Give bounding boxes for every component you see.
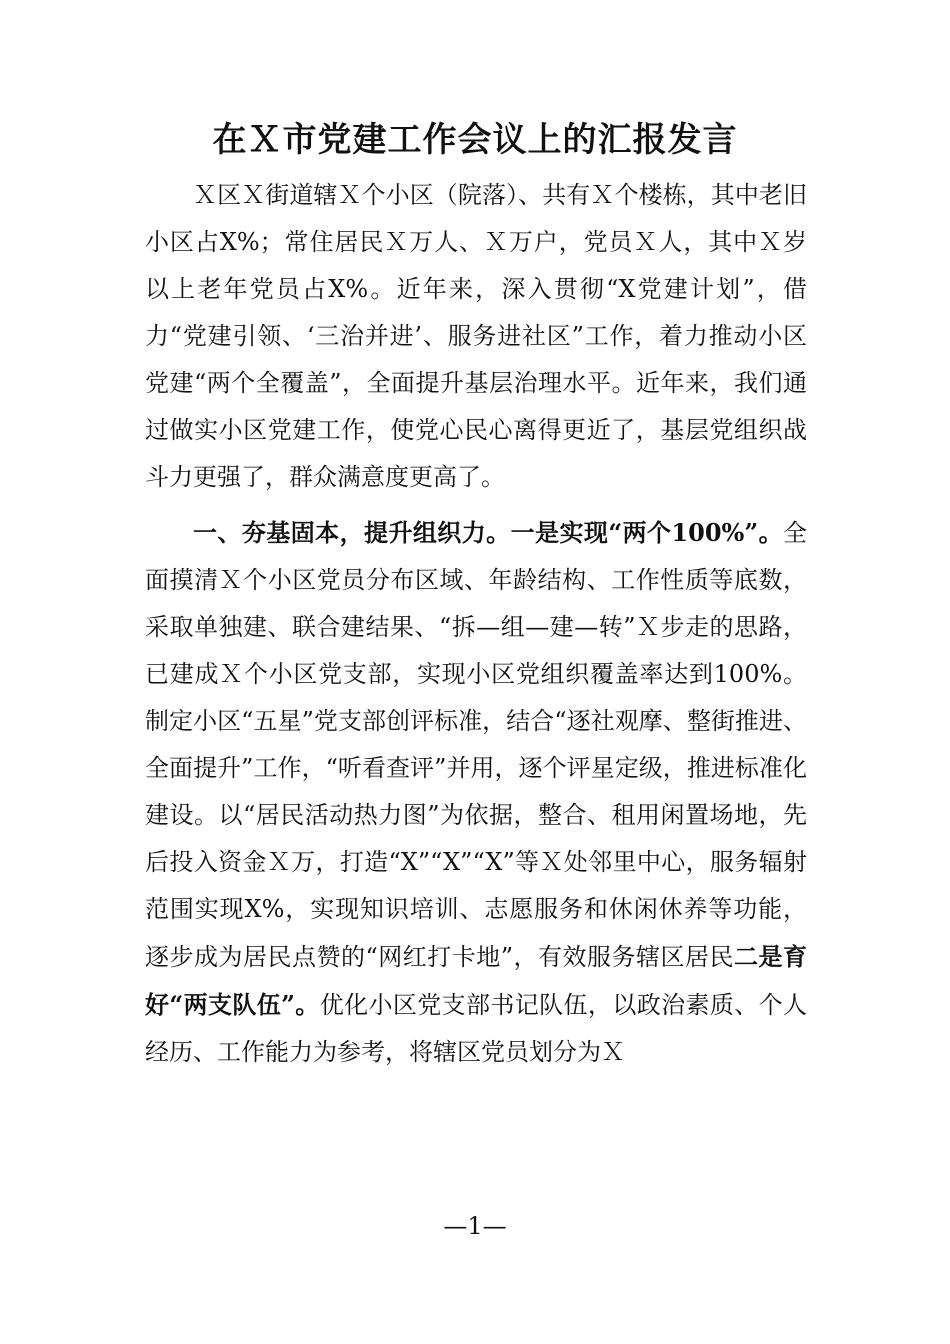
- page-number: —1—: [443, 1212, 507, 1240]
- document-body: [145, 172, 807, 1076]
- section-1-paragraph: [145, 509, 807, 1076]
- point-1-heading: 一是实现“两个100%”。: [510, 518, 784, 547]
- point-2-heading: 二是育好“两支队伍”。: [145, 942, 807, 1019]
- point-2-text: 优化小区党支部书记队伍，以政治素质、个人经历、工作能力为参考，将辖区党员划分为Ｘ: [145, 991, 808, 1066]
- point-1-text: 全面摸清Ｘ个小区党员分布区域、年龄结构、工作性质等底数，采取单独建、联合建结果、“拆—组—建—转”Ｘ步走的思路，已建成Ｘ个小区党支部，实现小区党组织覆盖率达到100%。制定小区“五星”党支部创评标准，结合“逐社观摩、整街推进、全面提升”工作，“听看查评”并用，逐个评星定级，推进标准化建设。以“居民活动热力图”为依据，整合、租用闲置场地，先后投入资金Ｘ万，打造“X”“X”“X”等Ｘ处邻里中心，服务辐射范围实现X%，实现知识培训、志愿服务和休闲休养等功能，逐步成为居民点赞的“网红打卡地”，有效服务辖区居民: [145, 519, 808, 971]
- section-1-heading: 一、夯基固本，提升组织力。: [193, 518, 511, 547]
- intro-paragraph: Ｘ区Ｘ街道辖Ｘ个小区（院落）、共有Ｘ个楼栋，其中老旧小区占X%；常住居民Ｘ万人、Ｘ万户，党员Ｘ人，其中Ｘ岁以上老年党员占X%。近年来，深入贯彻“X党建计划”，借力“党建引领、‘三治并进’、服务进社区”工作，着力推动小区党建“两个全覆盖”，全面提升基层治理水平。近年来，我们通过做实小区党建工作，使党心民心离得更近了，基层党组织战斗力更强了，群众满意度更高了。: [145, 181, 807, 491]
- page-title: 在Ｘ市党建工作会议上的汇报发言: [212, 120, 738, 160]
